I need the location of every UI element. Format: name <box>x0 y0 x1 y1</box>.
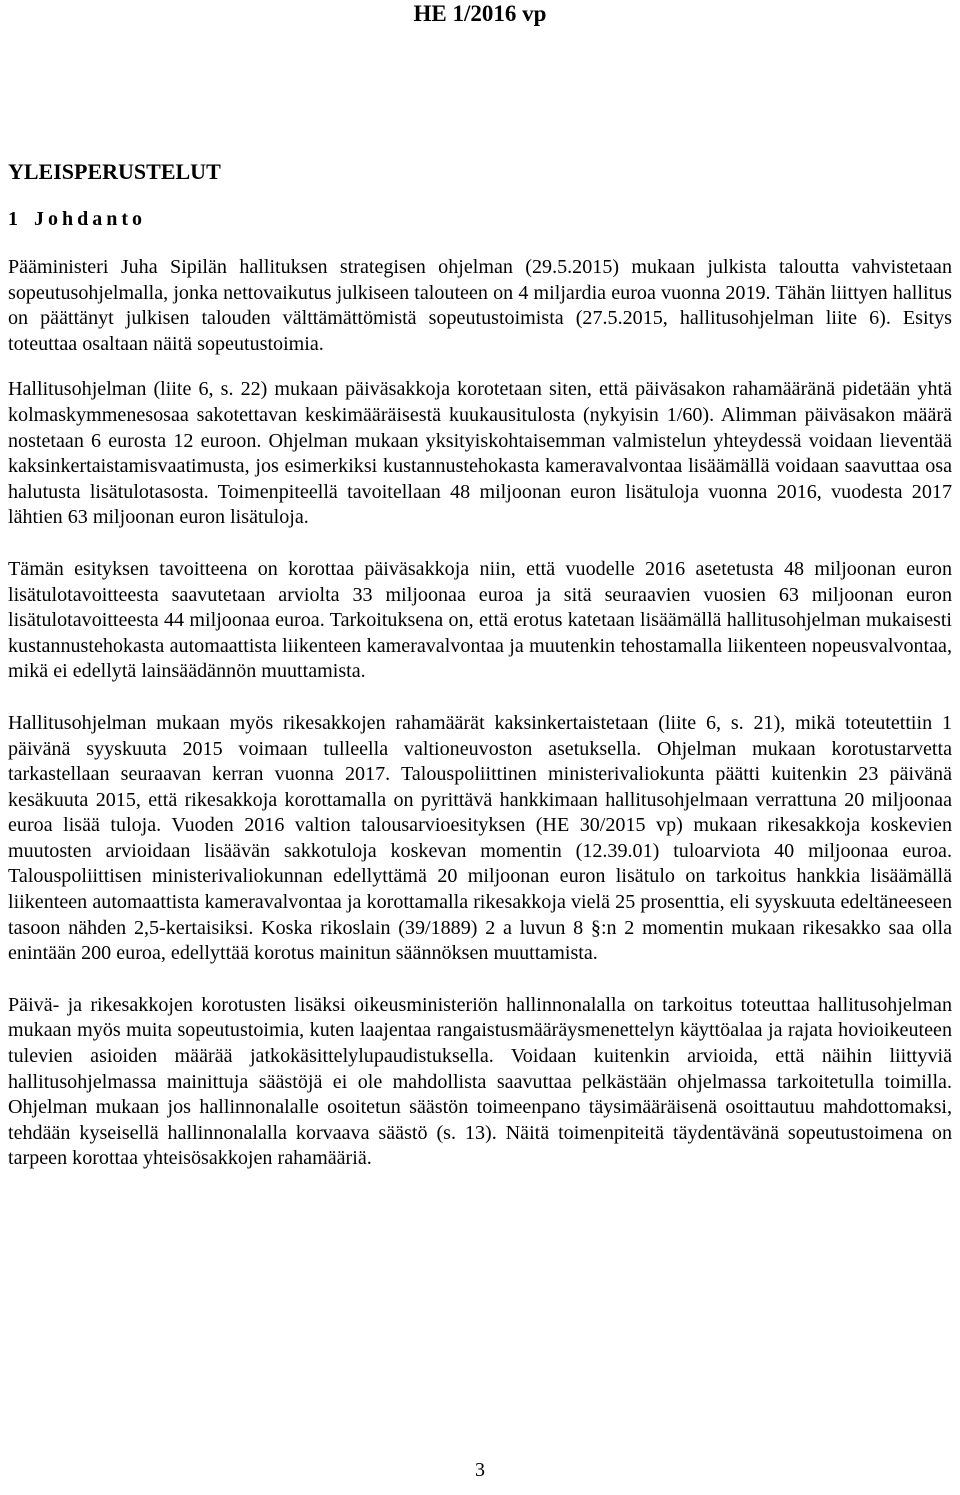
chapter-number: 1 <box>8 208 18 230</box>
section-title: YLEISPERUSTELUT <box>8 159 221 184</box>
chapter-heading <box>8 205 952 233</box>
paragraph-3: Tämän esityksen tavoitteena on korottaa päiväsakkoja niin, että vuodelle 2016 asetetusta 48 miljoonan euron lisätulotavoitteesta saavutetaan arviolta 33 miljoonaa euroa ja sitä seuraavien vuosien 63 miljoonan euron lisätulotavoitteesta 44 miljoonaa euroa. Tarkoituksena on, että erotus katetaan lisäämällä hallitusohjelman mukaisesti kustannustehokasta automaattista liikenteen kameravalvontaa ja muutenkin tehostamalla liikenteen nopeusvalvontaa, mikä ei edellytä lainsäädännön muuttamista. <box>8 557 952 683</box>
document-header: HE 1/2016 vp <box>413 1 547 26</box>
page-number: 3 <box>475 1459 485 1481</box>
paragraph-5: Päivä- ja rikesakkojen korotusten lisäksi oikeusministeriön hallinnonalalla on tarkoitus toteuttaa hallitusohjelman mukaan myös muita sopeutustoimia, kuten laajentaa rangaistusmääräysmenettelyn käyttöalaa ja rajata hovioikeuteen tulevien asioiden määrää jatkokäsittelylupaudistuksella. Voidaan kuitenkin arvioida, että näihin liittyviä hallitusohjelmassa mainittuja säästöjä ei ole mahdollista saavuttaa pelkästään ohjelmassa tarkoitetulla toimilla. Ohjelman mukaan jos hallinnonalalle osoitetun säästön toimeenpano täysimääräisenä osoittautuu mahdottomaksi, tehdään kyseisellä hallinnonalalla korvaava säästö (s. 13). Näitä toimenpiteitä täydentävänä sopeutustoimena on tarpeen korottaa yhteisösakkojen rahamääriä. <box>8 993 952 1170</box>
paragraph-4: Hallitusohjelman mukaan myös rikesakkojen rahamäärät kaksinkertaistetaan (liite 6, s. 21), mikä toteutettiin 1 päivänä syyskuuta 2015 voimaan tulleella valtioneuvoston asetuksella. Ohjelman mukaan korotustarvetta tarkastellaan seuraavan kerran vuonna 2017. Talouspoliittinen ministerivaliokunta päätti kuitenkin 23 päivänä kesäkuuta 2015, että rikesakkoja korottamalla on pyrittävä hankkimaan hallitusohjelmaan verrattuna 20 miljoonaa euroa lisää tuloja. Vuoden 2016 valtion talousarvioesityksen (HE 30/2015 vp) mukaan rikesakkoja koskevien muutosten arvioidaan lisäävän sakkotuloja koskevan momentin (12.39.01) tuloarviota 40 miljoonaa euroa. Talouspoliittisen ministerivaliokunnan edellyttämä 20 miljoonan euron lisätulo on tarkoitus hankkia lisäämällä liikenteen automaattista kameravalvontaa ja korottamalla rikesakkoja vielä 25 prosenttia, eli syyskuuta edeltäneeseen tasoon nähden 2,5-kertaisiksi. Koska rikoslain (39/1889) 2 a luvun 8 §:n 2 momentin mukaan rikesakko saa olla enintään 200 euroa, edellyttää korotus mainitun säännöksen muuttamista. <box>8 711 952 965</box>
document-body <box>8 158 952 1172</box>
chapter-title: Johdanto <box>34 208 147 230</box>
paragraph-1: Pääministeri Juha Sipilän hallituksen strategisen ohjelman (29.5.2015) mukaan julkista taloutta vahvistetaan sopeutusohjelmalla, jonka nettovaikutus julkiseen talouteen on 4 miljardia euroa vuonna 2019. Tähän liittyen hallitus on päättänyt julkisen talouden välttämättömistä sopeutustoimista (27.5.2015, hallitusohjelman liite 6). Esitys toteuttaa osaltaan näitä sopeutustoimia. <box>8 256 952 355</box>
paragraph-2: Hallitusohjelman (liite 6, s. 22) mukaan päiväsakkoja korotetaan siten, että päiväsakon rahamääränä pidetään yhtä kolmaskymmenesosaa sakotettavan keskimääräisestä kuukausitulosta (nykyisin 1/60). Alimman päiväsakon määrä nostetaan 6 eurosta 12 euroon. Ohjelman mukaan yksityiskohtaisemman valmistelun yhteydessä voidaan lieventää kaksinkertaistamisvaatimusta, jos esimerkiksi kustannustehokasta kameravalvontaa lisäämällä voidaan saavuttaa osa halutusta lisätulotasosta. Toimenpiteellä tavoitellaan 48 miljoonan euron lisätuloja vuonna 2016, vuodesta 2017 lähtien 63 miljoonan euron lisätuloja. <box>8 378 952 529</box>
